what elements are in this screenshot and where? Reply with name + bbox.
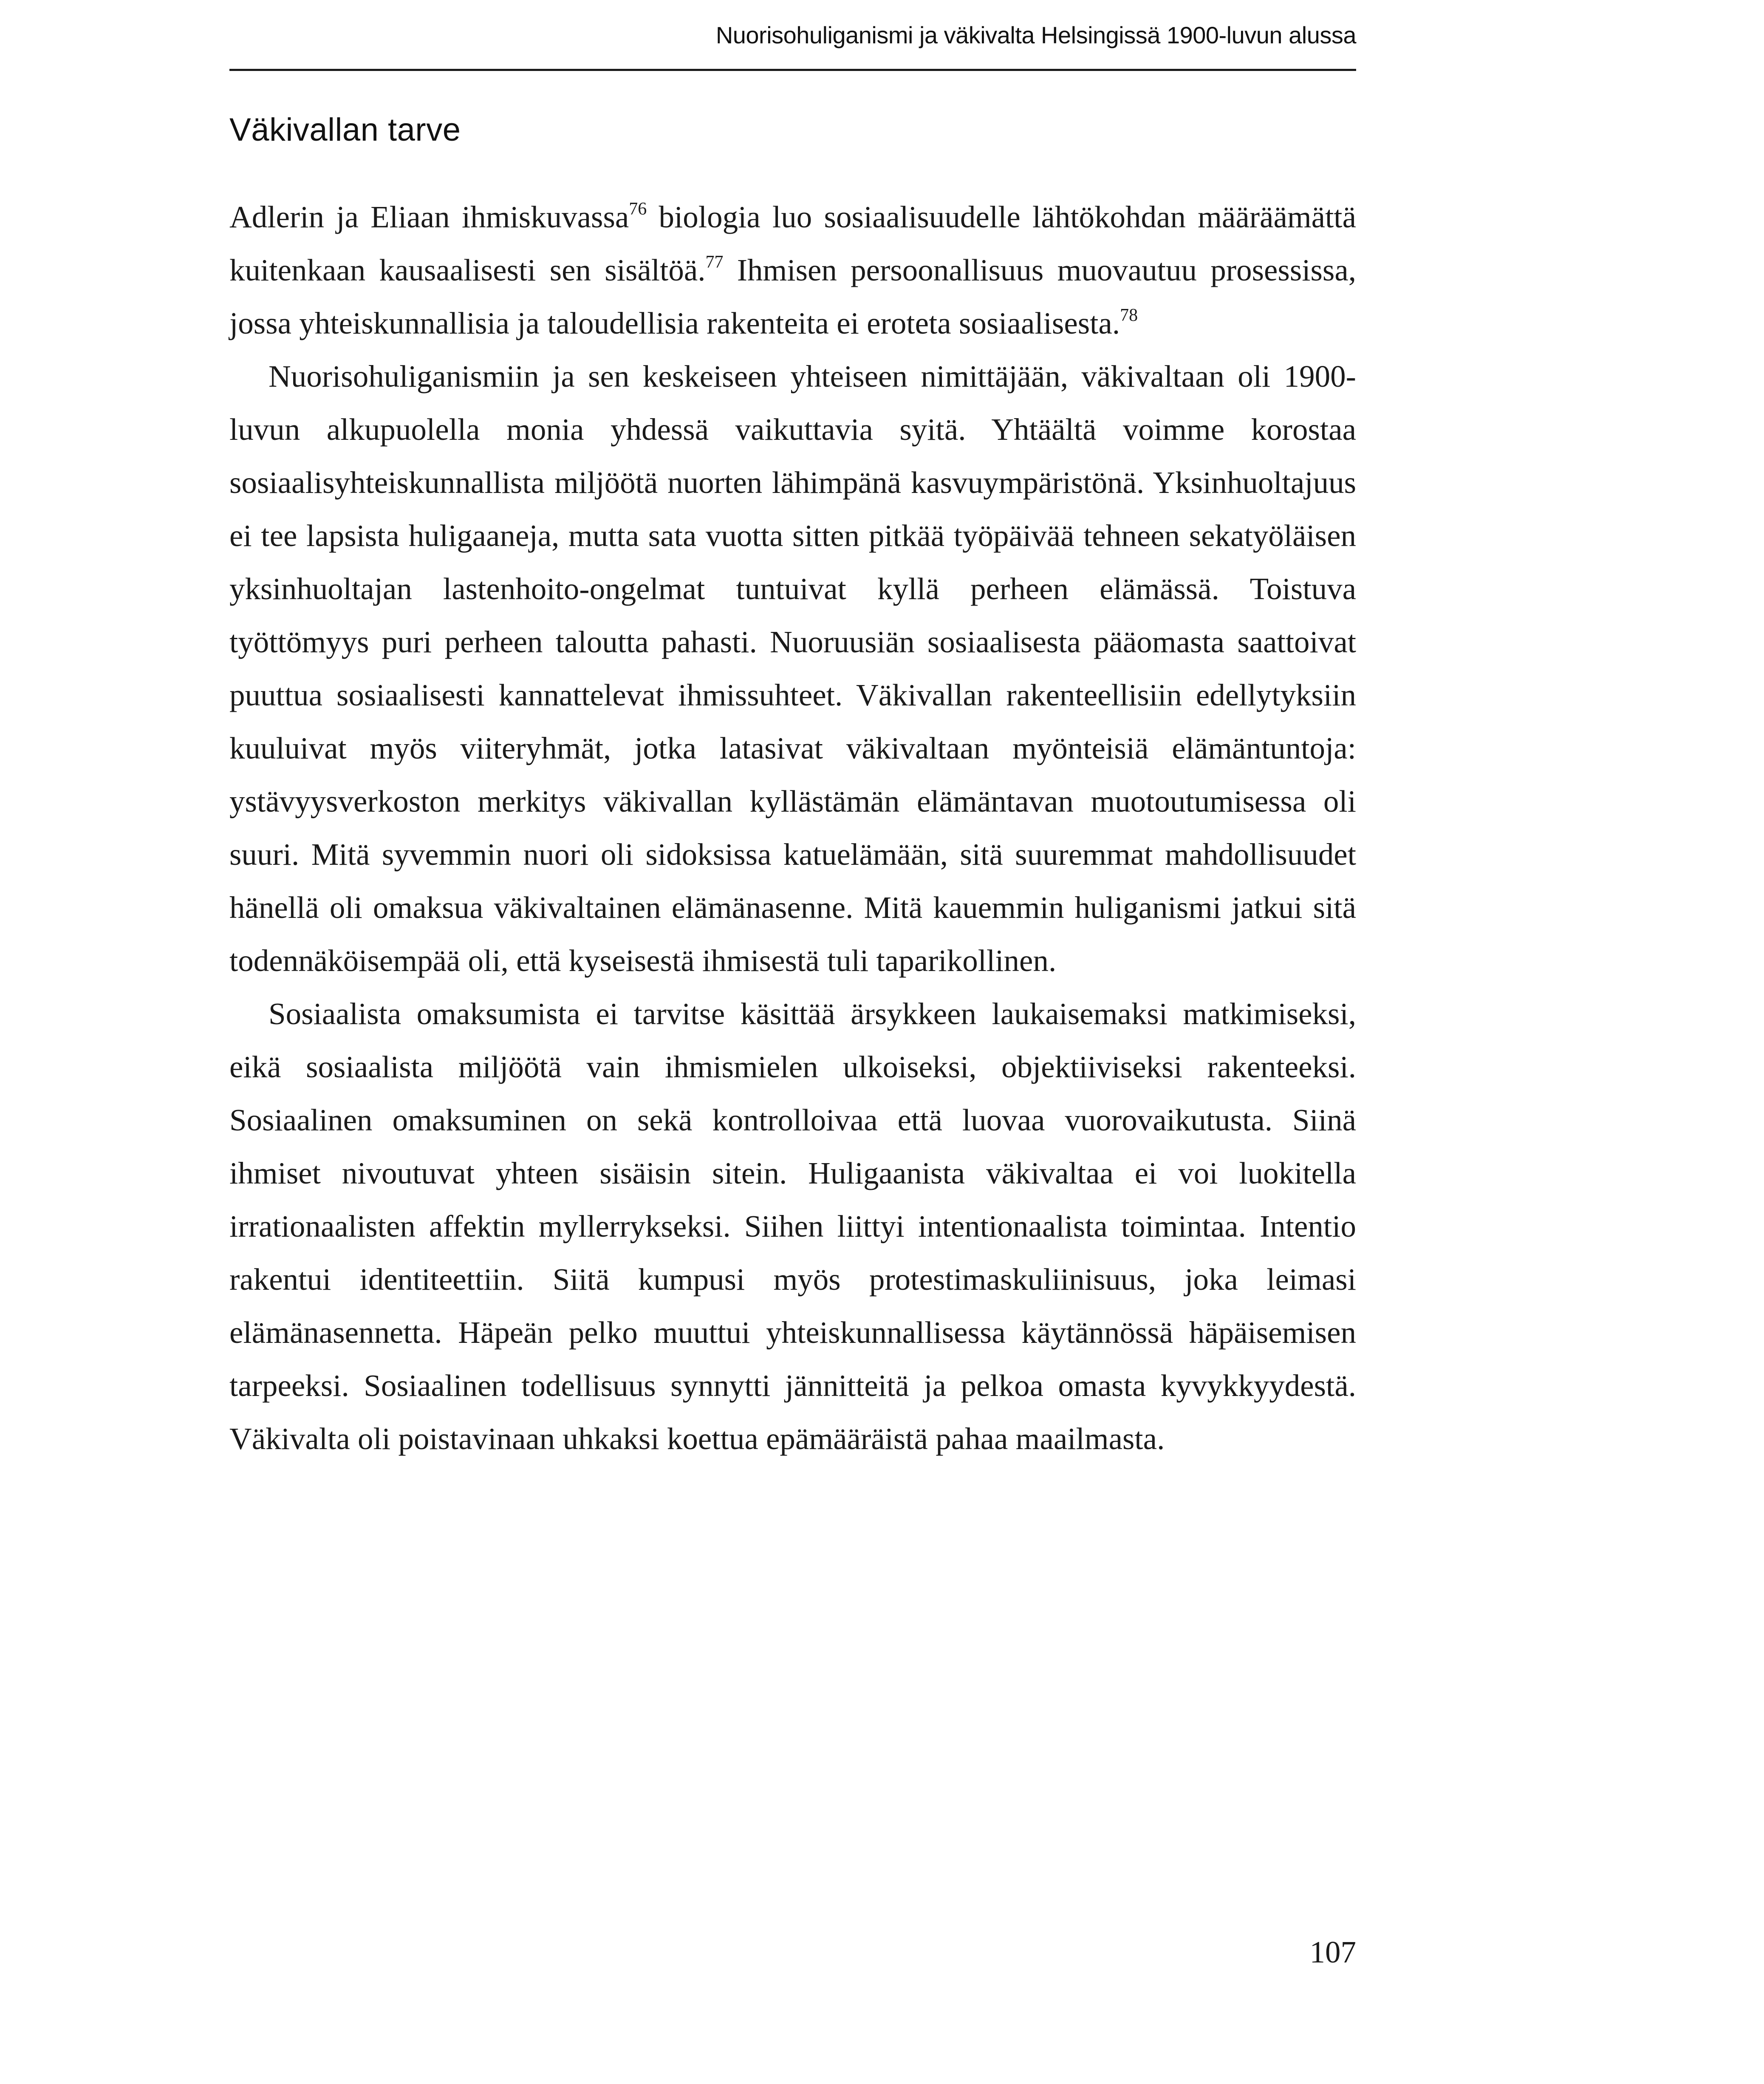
- paragraph-1-part-2: biologia luo sosiaalisuudelle lähtökohdan määräämättä kuitenkaan kausaalisesti sen sisältöä.: [229, 200, 1356, 287]
- header-rule: [229, 69, 1356, 71]
- paragraph-1-part-3: Ihmisen persoonallisuus muovautuu prosessissa, jossa yhteiskunnallisia ja taloudellisia rakenteita ei eroteta sosiaalisesta.: [229, 253, 1356, 340]
- footnote-ref-76: 76: [629, 199, 647, 219]
- paragraph-1-part-1: Adlerin ja Eliaan ihmiskuvassa: [229, 200, 629, 234]
- running-header: Nuorisohuliganismi ja väkivalta Helsingissä 1900-luvun alussa: [715, 22, 1356, 48]
- footnote-ref-78: 78: [1120, 306, 1138, 325]
- page-number: 107: [1309, 1935, 1356, 1969]
- paragraph-3: Sosiaalista omaksumista ei tarvitse käsittää ärsykkeen laukaisemaksi matkimiseksi, eikä sosiaalista miljöötä vain ihmismielen ulkoiseksi, objektiiviseksi rakenteeksi. Sosiaalinen omaksuminen on sekä kontrolloivaa että luovaa vuorovaikutusta. Siinä ihmiset nivoutuvat yhteen sisäisin sitein. Huligaanista väkivaltaa ei voi luokitella irrationaalisten affektin myllerrykseksi. Siihen liittyi intentionaalista toimintaa. Intentio rakentui identiteettiin. Siitä kumpusi myös protestimaskuliinisuus, joka leimasi elämänasennetta. Häpeän pelko muuttui yhteiskunnallisessa käytännössä häpäisemisen tarpeeksi. Sosiaalinen todellisuus synnytti jännitteitä ja pelkoa omasta kyvykkyydestä. Väkivalta oli poistavinaan uhkaksi koettua epämääräistä pahaa maailmasta.: [229, 997, 1356, 1456]
- paragraph-1: [229, 190, 1356, 350]
- body-text: [229, 190, 1356, 1465]
- section-heading: Väkivallan tarve: [229, 112, 461, 148]
- paragraph-2: Nuorisohuliganismiin ja sen keskeiseen yhteiseen nimittäjään, väkivaltaan oli 1900-luvun alkupuolella monia yhdessä vaikuttavia syitä. Yhtäältä voimme korostaa sosiaalisyhteiskunnallista miljöötä nuorten lähimpänä kasvuympäristönä. Yksinhuoltajuus ei tee lapsista huligaaneja, mutta sata vuotta sitten pitkää työpäivää tehneen sekatyöläisen yksinhuoltajan lastenhoito-ongelmat tuntuivat kyllä perheen elämässä. Toistuva työttömyys puri perheen taloutta pahasti. Nuoruusiän sosiaalisesta pääomasta saattoivat puuttua sosiaalisesti kannattelevat ihmissuhteet. Väkivallan rakenteellisiin edellytyksiin kuuluivat myös viiteryhmät, jotka latasivat väkivaltaan myönteisiä elämäntuntoja: ystävyysverkoston merkitys väkivallan kyllästämän elämäntavan muotoutumisessa oli suuri. Mitä syvemmin nuori oli sidoksissa katuelämään, sitä suuremmat mahdollisuudet hänellä oli omaksua väkivaltainen elämänasenne. Mitä kauemmin huliganismi jatkui sitä todennäköisempää oli, että kyseisestä ihmisestä tuli taparikollinen.: [229, 359, 1356, 978]
- footnote-ref-77: 77: [705, 252, 724, 272]
